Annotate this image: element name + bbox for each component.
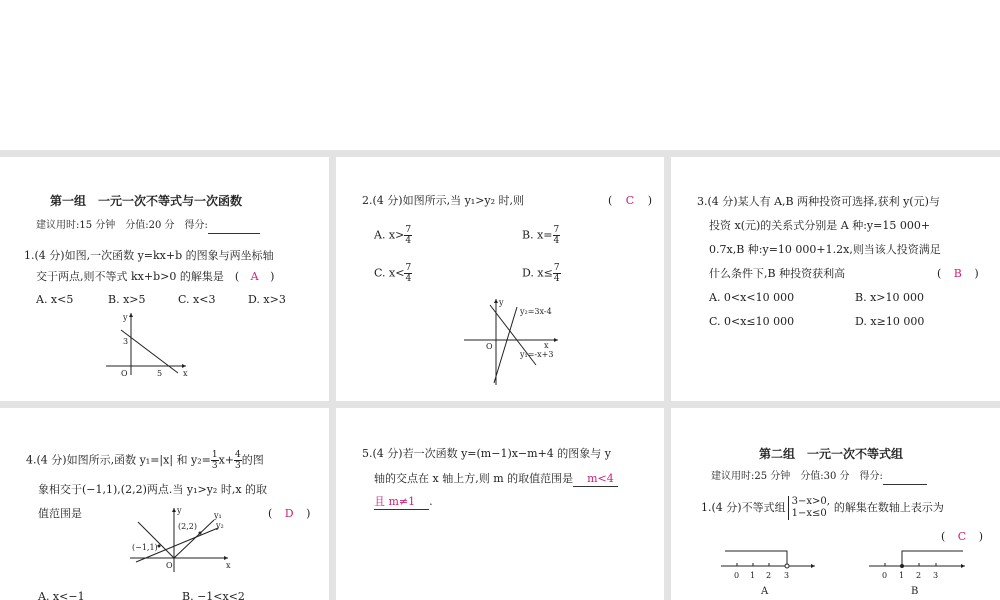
group2-meta-text: 建议用时:25 分钟 分值:30 分 得分: [711,471,883,482]
q1-line2-text: 交于两点,则不等式 kx+b>0 的解集是 ( [36,270,240,283]
q3-line3: 0.7x,B 种:y=10 000+1.2x,则当该人投资满足 [709,243,941,256]
q2-origin: O [486,342,493,351]
frac-den: 4 [405,236,412,246]
q1-origin: O [121,369,128,378]
q2-paren-open: ( [608,194,613,207]
q1-line1: 1.(4 分)如图,一次函数 y=kx+b 的图象与两坐标轴 [24,249,274,262]
number-line-b [867,546,971,600]
q6-post: 的解集在数轴上表示为 [833,501,944,514]
numline-b-label-1: 1 [899,571,905,580]
q1-answer: A [250,270,259,283]
numline-b-label-0: 0 [882,571,888,580]
panel-q5 [336,408,664,600]
panel-q2 [336,157,664,401]
q2-option-c-text: C. x< [374,266,405,280]
numline-b-range [902,551,963,564]
q6-answer: C [957,530,967,543]
group1-meta [36,219,260,234]
q1-x-label: x [183,369,188,378]
q2-option-c-frac [404,263,412,284]
q3-paren-open: ( [937,267,942,280]
q3-option-d: D. x≥10 000 [855,315,925,328]
q6-pre: 1.(4 分)不等式组 [701,501,786,514]
q4-paren-open: ( [268,507,273,520]
q2-option-d-frac [553,263,561,284]
q4-y-arrow [172,508,176,512]
panel-q4 [0,408,329,600]
numline-a-label-3: 3 [784,571,790,580]
numline-a-label-2: 2 [766,571,772,580]
q4-option-a: A. x<−1 [38,590,85,600]
divider-middle [0,401,1000,408]
q2-answer: C [625,194,635,207]
frac-den: 4 [405,274,412,284]
q4-line3: 值范围是 [38,507,82,520]
q4-origin: O [166,561,173,570]
q3-option-a: A. 0<x<10 000 [709,291,795,304]
frac-num: 4 [235,450,241,460]
q4-point-1 [158,545,161,548]
q6-system [788,496,830,520]
q4-x-label: x [226,561,231,570]
frac-num: 7 [405,225,412,235]
q3-line4: 什么条件下,B 种投资获利高 [709,267,846,280]
q4-y-label: y [177,506,182,515]
q4-line2: 象相交于(−1,1),(2,2)两点.当 y₁>y₂ 时,x 的取 [38,483,268,496]
q1-y-intercept: 3 [123,337,129,346]
q2-line2-label: y₂=3x-4 [520,307,552,316]
panel-group1-q1 [0,157,329,401]
q4-graph [128,504,238,576]
q4-x-arrow [224,556,228,560]
q6-paren [941,530,983,544]
frac-num: 7 [405,263,412,273]
q1-y-arrow [129,313,133,317]
q1-option-d: D. x>3 [248,293,286,306]
q3-answer: B [953,267,962,280]
q3-paren-close: ) [974,267,979,280]
frac-den: 3 [235,461,241,471]
q5-answer-part2: 且 m≠1 [374,495,429,510]
q1-x-intercept: 5 [157,369,163,378]
q4-y1-label: y₁ [214,511,222,520]
number-line-a [719,546,819,600]
q6-paren-open: ( [941,530,946,543]
numline-b-label-3: 3 [933,571,939,580]
numline-a-range [725,551,787,564]
divider-horizontal [0,150,1000,157]
q4-line1-mid: x+ [218,453,235,467]
numline-a-arrow [811,564,815,568]
q2-y-arrow [494,299,498,303]
q2-line1-label: y₁=-x+3 [520,350,554,359]
q1-x-arrow [182,364,186,368]
q4-point-2 [199,532,202,535]
q2-option-a-text: A. x> [374,228,405,242]
q3-option-c: C. 0<x≤10 000 [709,315,795,328]
q5-line3 [374,495,433,510]
q4-point-1-label: (−1,1) [132,543,158,552]
panel-q3 [671,157,1000,401]
divider-vertical-left [329,150,336,600]
q4-point-2-label: (2,2) [178,522,197,531]
q2-option-a [374,225,412,246]
q3-option-b: B. x>10 000 [855,291,924,304]
q2-stem: 2.(4 分)如图所示,当 y₁>y₂ 时,则 [362,194,525,207]
q2-option-b-text: B. x= [522,228,553,242]
q2-paren-close: ) [647,194,653,207]
q2-option-c [374,263,412,284]
q6-system-line2: 1−x≤0 [791,508,827,519]
q4-line1 [26,450,264,471]
frac-den: 3 [211,461,218,471]
q4-frac2 [234,450,242,471]
q4-line1-pre: 4.(4 分)如图所示,函数 y₁=|x| 和 y₂= [26,453,211,467]
numline-b-option-label: B [911,586,919,597]
q4-paren-close: ) [306,507,311,520]
q5-line2 [374,472,618,487]
q2-x-arrow [554,338,558,342]
frac-num: 1 [211,450,218,460]
numline-b-closed-point [900,564,904,568]
panel-group2-q1 [671,408,1000,600]
frac-den: 4 [553,236,560,246]
q2-option-d [522,263,561,284]
q4-option-b: B. −1<x<2 [182,590,245,600]
score-blank [883,470,927,485]
group1-meta-text: 建议用时:15 分钟 分值:20 分 得分: [36,220,208,231]
q3-line2: 投资 x(元)的关系式分别是 A 种:y=15 000+ [709,219,931,232]
q4-answer: D [284,507,294,520]
numline-a-label-0: 0 [734,571,740,580]
group2-title: 第二组 一元一次不等式组 [759,447,904,461]
q2-option-b [522,225,560,246]
frac-num: 7 [553,225,560,235]
q1-option-c: C. x<3 [178,293,216,306]
q1-graph [100,309,200,379]
numline-a-option-label: A [761,586,769,597]
q2-x-label: x [544,341,549,350]
q4-line1-post: 的图 [241,453,264,467]
numline-b-arrow [961,564,965,568]
q4-frac1 [211,450,219,471]
q1-function-line [121,330,178,373]
q5-line1: 5.(4 分)若一次函数 y=(m−1)x−m+4 的图象与 y [362,447,612,460]
q2-paren [608,194,652,208]
q2-y-label: y [499,298,504,307]
q1-option-b: B. x>5 [108,293,146,306]
q5-answer-part1: m<4 [573,472,618,487]
frac-num: 7 [553,263,560,273]
score-blank [208,219,260,234]
q6-paren-close: ) [978,530,984,543]
q2-option-a-frac [404,225,412,246]
q3-paren [937,267,979,281]
frac-den: 4 [553,274,560,284]
q2-option-d-text: D. x≤ [522,266,553,280]
q1-option-a: A. x<5 [36,293,74,306]
q1-paren-close: ) [270,270,275,283]
numline-b-label-2: 2 [916,571,922,580]
q6-system-line1: 3−x>0, [791,496,830,507]
q2-option-b-frac [553,225,561,246]
group1-title: 第一组 一元一次不等式与一次函数 [50,194,243,208]
q4-y2-label: y₂ [216,521,224,530]
numline-a-label-1: 1 [750,571,756,580]
q6-line1 [701,494,944,522]
q4-line-y1 [138,520,214,558]
numline-a-open-point [785,564,789,568]
q4-paren [268,507,310,521]
q3-line1: 3.(4 分)某人有 A,B 两种投资可选择,获利 y(元)与 [697,195,940,208]
q5-period: . [429,495,433,508]
divider-vertical-right [664,150,671,600]
q1-line2 [36,270,274,284]
q2-line-y2 [494,307,517,383]
q2-graph [462,293,572,388]
q1-y-label: y [123,313,128,322]
q5-line2-text: 轴的交点在 x 轴上方,则 m 的取值范围是 [374,472,574,485]
group2-meta [711,470,927,485]
